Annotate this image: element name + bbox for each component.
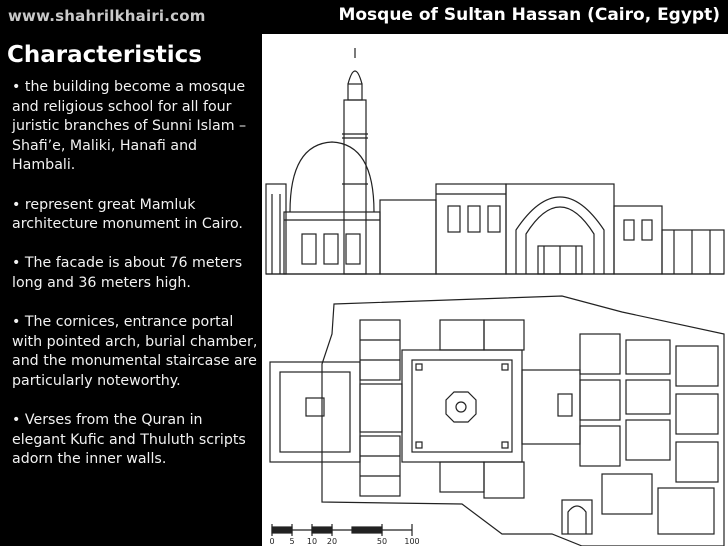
scale-label: 100 [404, 537, 420, 546]
website-url[interactable]: www.shahrilkhairi.com [8, 7, 206, 25]
scale-label: 5 [289, 537, 295, 546]
scale-bar [272, 524, 412, 536]
bullet-item: • the building become a mosque and religious school for all four juristic branches of Sunni Islam – Shafi’e, Maliki, Hanafi and Hambali. [12, 79, 247, 174]
scale-label: 0 [269, 537, 275, 546]
architectural-drawing [262, 34, 728, 546]
characteristics-panel [0, 34, 262, 546]
bullet-item: • The facade is about 76 meters long and 36 meters high. [12, 255, 243, 291]
bullet-item: • The cornices, entrance portal with pointed arch, burial chamber, and the monumental staircase are particularly noteworthy. [12, 314, 258, 389]
section-heading: Characteristics [7, 42, 202, 68]
header-bar [0, 0, 728, 34]
elevation-section [266, 48, 724, 274]
bullet-item: • represent great Mamluk architecture monument in Cairo. [12, 196, 243, 233]
scale-label: 20 [326, 537, 338, 546]
scale-label: 50 [376, 537, 388, 546]
bullet-item: • Verses from the Quran in elegant Kufic and Thuluth scripts adorn the inner walls. [12, 412, 246, 468]
elevation-and-plan-drawing [262, 34, 728, 546]
bullet-list [12, 78, 258, 489]
floor-plan [270, 296, 724, 546]
scale-label: 10 [306, 537, 318, 546]
slide-title: Mosque of Sultan Hassan (Cairo, Egypt) [338, 5, 720, 25]
